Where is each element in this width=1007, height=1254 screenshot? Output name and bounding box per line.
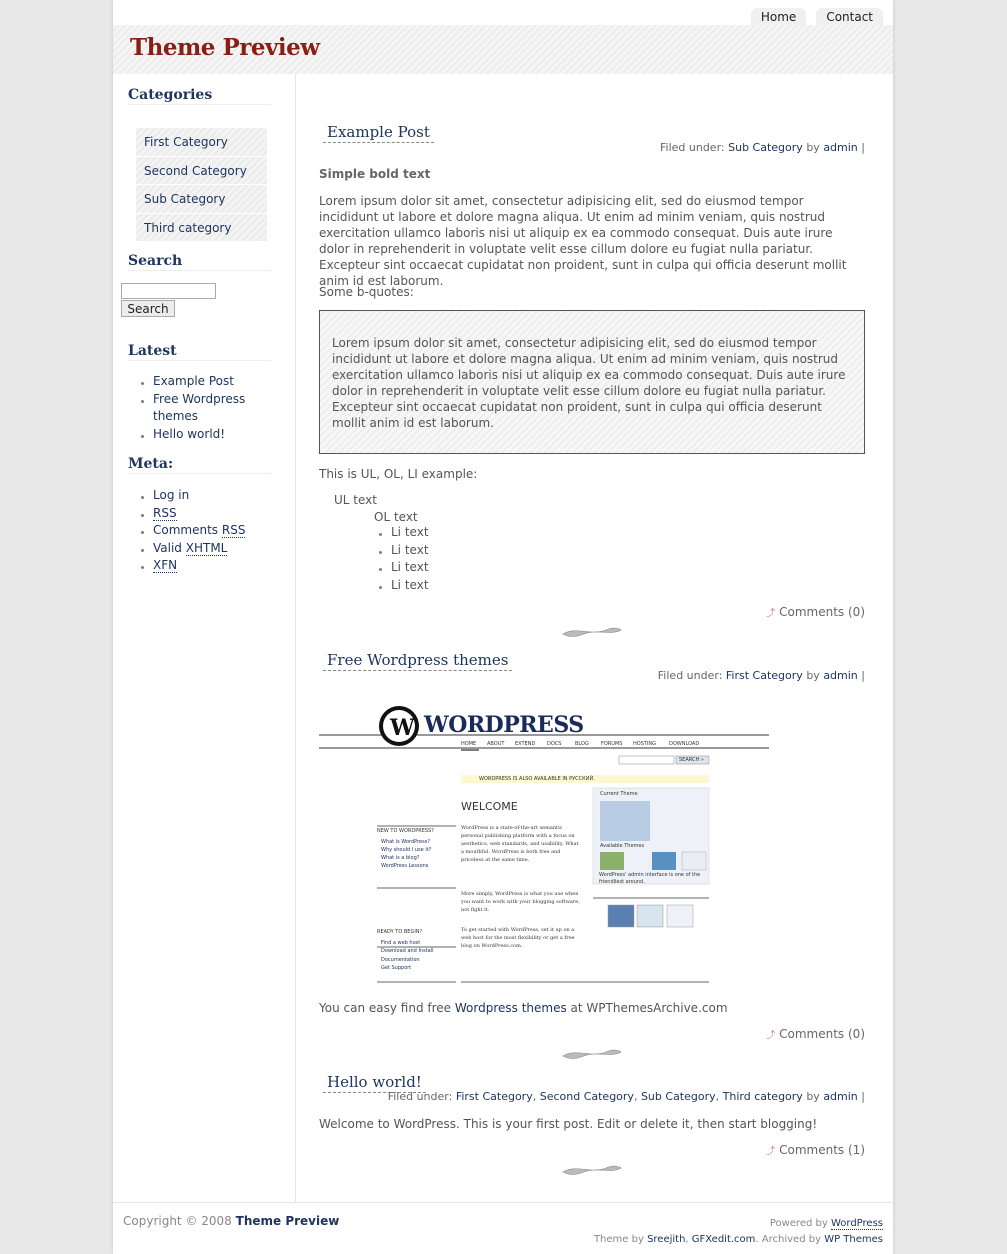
latest-heading: Latest bbox=[128, 343, 271, 361]
latest-link[interactable]: Hello world! bbox=[153, 426, 226, 441]
meta-list bbox=[153, 487, 273, 575]
xfn-link[interactable]: XFN bbox=[153, 558, 178, 572]
copyright bbox=[123, 1214, 339, 1228]
author-link[interactable]: admin bbox=[823, 141, 858, 154]
rss-link[interactable]: RSS bbox=[153, 505, 177, 520]
wp-new-link: What is WordPress? bbox=[381, 839, 430, 845]
ol-text: OL text bbox=[374, 510, 418, 524]
list-label: This is UL, OL, LI example: bbox=[319, 467, 478, 481]
site-title[interactable]: Theme Preview bbox=[130, 34, 320, 61]
wp-new-link: Why should I use it? bbox=[381, 847, 432, 853]
xhtml-abbr: XHTML bbox=[185, 540, 228, 555]
wp-ready: READY TO BEGIN? bbox=[377, 929, 423, 935]
wp-start-paragraph: To get started with WordPress, set it up on a web host for the most flexibility or get a free blog on WordPress.com. bbox=[461, 927, 575, 949]
filed-under-label: Filed under: bbox=[660, 141, 725, 154]
wp-nav-item: DOCS bbox=[547, 741, 562, 747]
wp-ready-link: Download and Install bbox=[381, 948, 434, 954]
top-nav bbox=[751, 8, 883, 25]
comments-rss-link[interactable] bbox=[153, 523, 245, 538]
wordpress-themes-link[interactable]: Wordpress themes bbox=[454, 1001, 567, 1015]
meta-separator: | bbox=[861, 1090, 865, 1103]
category-item[interactable]: First Category bbox=[136, 128, 267, 157]
search-button[interactable]: Search bbox=[121, 300, 175, 317]
wp-admin-note: WordPress' admin interface is one of the friendliest around. bbox=[599, 872, 701, 885]
post-meta: Filed under: First Category, Second Category, Sub Category, Third category by admin | bbox=[387, 1090, 865, 1103]
category-link[interactable]: Second Category bbox=[539, 1090, 634, 1103]
wp-notice: WORDPRESS IS ALSO AVAILABLE IN РУССКИЙ. bbox=[479, 776, 595, 782]
text-suffix: at WPThemesArchive.com bbox=[570, 1001, 728, 1015]
blockquote: Lorem ipsum dolor sit amet, consectetur adipisicing elit, sed do eiusmod tempor incididunt ut labore et dolore magna aliqua. Ut enim ad minim veniam, quis nostrud exercitation ullamco laboris nisi ut aliquip ex ea commodo consequat. Duis aute irure dolor in reprehenderit in voluptate velit esse cillum dolore eu fugiat nulla pariatur. Excepteur sint occaecat cupidatat non proident, sunt in culpa qui officia deserunt mollit anim id est laborum. bbox=[319, 310, 865, 454]
wp-ready-link: Get Support bbox=[381, 965, 412, 971]
page-wrapper bbox=[113, 0, 893, 1254]
wp-simple-paragraph: More simply, WordPress is what you use when you want to work with your blogging software, not fight it. bbox=[461, 891, 580, 913]
bquote-label: Some b-quotes: bbox=[319, 285, 414, 299]
meta-item[interactable] bbox=[153, 522, 273, 540]
sidebar bbox=[113, 74, 296, 1202]
text-prefix: You can easy find free bbox=[319, 1001, 452, 1015]
list-item: Li text bbox=[391, 577, 429, 595]
valid-prefix: Valid bbox=[153, 540, 182, 555]
archived-by-label: Archived by bbox=[761, 1234, 821, 1245]
wordpress-screenshot-image bbox=[319, 702, 769, 984]
nav-home-tab[interactable]: Home bbox=[751, 8, 806, 25]
footer-site-link[interactable]: Theme Preview bbox=[235, 1214, 340, 1228]
category-link[interactable]: First Category bbox=[455, 1090, 533, 1103]
meta-separator: | bbox=[861, 141, 865, 154]
powered-line bbox=[594, 1216, 883, 1232]
nav-contact-tab[interactable]: Contact bbox=[816, 8, 883, 25]
by-label: by bbox=[806, 141, 820, 154]
comments-link[interactable]: ⤴ Comments (0) bbox=[766, 1027, 865, 1041]
post-title[interactable]: Hello world! bbox=[323, 1073, 426, 1093]
category-link[interactable]: Sub Category bbox=[640, 1090, 716, 1103]
wp-nav-item: ABOUT bbox=[487, 741, 505, 747]
comments-rss-abbr: RSS bbox=[221, 523, 246, 537]
meta-item[interactable] bbox=[153, 557, 273, 575]
categories-heading: Categories bbox=[128, 87, 271, 105]
comments-rss-prefix: Comments bbox=[153, 523, 219, 537]
post-divider-icon bbox=[561, 1162, 623, 1176]
category-item[interactable]: Third category bbox=[136, 214, 267, 243]
wp-nav-item: FORUMS bbox=[601, 741, 623, 747]
svg-text:W: W bbox=[390, 715, 415, 741]
latest-list bbox=[153, 373, 273, 443]
wp-welcome: WELCOME bbox=[461, 800, 518, 813]
credits bbox=[594, 1216, 883, 1248]
search-heading: Search bbox=[128, 253, 271, 271]
wp-available-themes: Available Themes bbox=[600, 843, 645, 849]
filed-under-label: Filed under: bbox=[387, 1090, 453, 1103]
post-meta bbox=[660, 141, 865, 154]
wp-ready-link: Find a web host bbox=[381, 940, 421, 946]
wp-nav-item: BLOG bbox=[575, 741, 589, 747]
latest-item[interactable] bbox=[153, 426, 273, 444]
wp-nav-item: HOME bbox=[461, 741, 477, 747]
post-divider-icon bbox=[561, 624, 623, 638]
wpthemes-link[interactable]: WP Themes bbox=[824, 1234, 883, 1245]
theme-line: Theme by Sreejith, GFXedit.com. Archived by WP Themes bbox=[593, 1234, 883, 1245]
wp-nav-item: DOWNLOAD bbox=[669, 741, 700, 747]
meta-separator: | bbox=[861, 669, 865, 682]
login-link[interactable]: Log in bbox=[153, 488, 190, 502]
meta-item[interactable] bbox=[153, 505, 273, 523]
latest-link[interactable]: Free Wordpress themes bbox=[153, 391, 246, 423]
meta-heading: Meta: bbox=[128, 456, 271, 474]
author-link[interactable]: admin bbox=[823, 1090, 858, 1103]
wp-nav-item: HOSTING bbox=[633, 741, 657, 747]
site-header bbox=[113, 25, 893, 74]
list-item: Li text bbox=[391, 559, 429, 577]
post-text: Welcome to WordPress. This is your first post. Edit or delete it, then start blogging! bbox=[319, 1117, 818, 1131]
latest-link[interactable]: Example Post bbox=[153, 374, 234, 388]
search-input[interactable] bbox=[121, 283, 216, 299]
meta-item[interactable] bbox=[153, 540, 273, 558]
filed-under-label: Filed under: bbox=[657, 669, 723, 682]
post-paragraph: Lorem ipsum dolor sit amet, consectetur adipisicing elit, sed do eiusmod tempor incididunt ut labore et dolore magna aliqua. Ut enim ad minim veniam, quis nostrud exercitation ullamco laboris nisi ut aliquip ex ea commodo consequat. Duis aute irure dolor in reprehenderit in voluptate velit esse cillum dolore eu fugiat nulla pariatur. Excepteur sint occaecat cupidatat non proident, sunt in culpa qui officia deserunt mollit anim id est laborum. bbox=[319, 194, 847, 288]
wp-current-theme: Current Theme bbox=[600, 791, 638, 797]
ul-text: UL text bbox=[334, 493, 377, 507]
list-item: Li text bbox=[391, 542, 429, 560]
wp-nav-item: EXTEND bbox=[515, 741, 536, 747]
wp-new-to: NEW TO WORDPRESS? bbox=[377, 828, 434, 834]
theme-by-label: Theme by bbox=[593, 1234, 644, 1245]
comments-link[interactable]: ⤴ Comments (0) bbox=[766, 605, 865, 619]
copyright-text: Copyright © 2008 bbox=[123, 1214, 232, 1228]
wp-new-link: What is a blog? bbox=[381, 855, 420, 861]
post-divider-icon bbox=[561, 1046, 623, 1060]
latest-item[interactable] bbox=[153, 391, 273, 426]
by-label: by bbox=[806, 669, 820, 682]
wp-new-link: WordPress Lessons bbox=[381, 863, 429, 869]
wp-ready-link: Documentation bbox=[381, 957, 420, 963]
comments-link[interactable]: ⤴ Comments (1) bbox=[766, 1143, 865, 1157]
list-item: Li text bbox=[391, 524, 429, 542]
valid-xhtml-link[interactable] bbox=[153, 541, 227, 556]
bold-text: Simple bold text bbox=[319, 167, 431, 181]
post-text bbox=[319, 1000, 865, 1016]
by-label: by bbox=[806, 1090, 820, 1103]
category-link[interactable]: Sub Category bbox=[728, 141, 803, 154]
category-item[interactable]: Second Category bbox=[136, 157, 267, 186]
author-link[interactable]: admin bbox=[823, 669, 858, 682]
category-list bbox=[136, 128, 267, 242]
category-link[interactable]: Third category bbox=[722, 1090, 803, 1103]
wordpress-link[interactable]: WordPress bbox=[830, 1218, 883, 1229]
meta-item[interactable] bbox=[153, 487, 273, 505]
li-list bbox=[391, 524, 429, 594]
footer bbox=[113, 1202, 893, 1254]
post-meta bbox=[658, 669, 865, 682]
wp-intro-paragraph: WordPress is a state-of-the-art semantic personal publishing platform with a focus on aesthetics, web standards, and usability. What a mouthful. WordPress is both free and priceless at the same time. bbox=[461, 825, 579, 863]
category-item[interactable]: Sub Category bbox=[136, 185, 267, 214]
post-title[interactable]: Example Post bbox=[323, 123, 434, 143]
wp-search-button: SEARCH » bbox=[679, 757, 704, 763]
category-link[interactable]: First Category bbox=[725, 669, 803, 682]
wp-logo-text: WORDPRESS bbox=[424, 712, 584, 738]
post-title[interactable]: Free Wordpress themes bbox=[323, 651, 512, 671]
powered-by-label: Powered by bbox=[769, 1218, 828, 1229]
sreejith-link[interactable]: Sreejith bbox=[647, 1234, 686, 1245]
latest-item[interactable] bbox=[153, 373, 273, 391]
gfxedit-link[interactable]: GFXedit.com bbox=[691, 1234, 756, 1245]
